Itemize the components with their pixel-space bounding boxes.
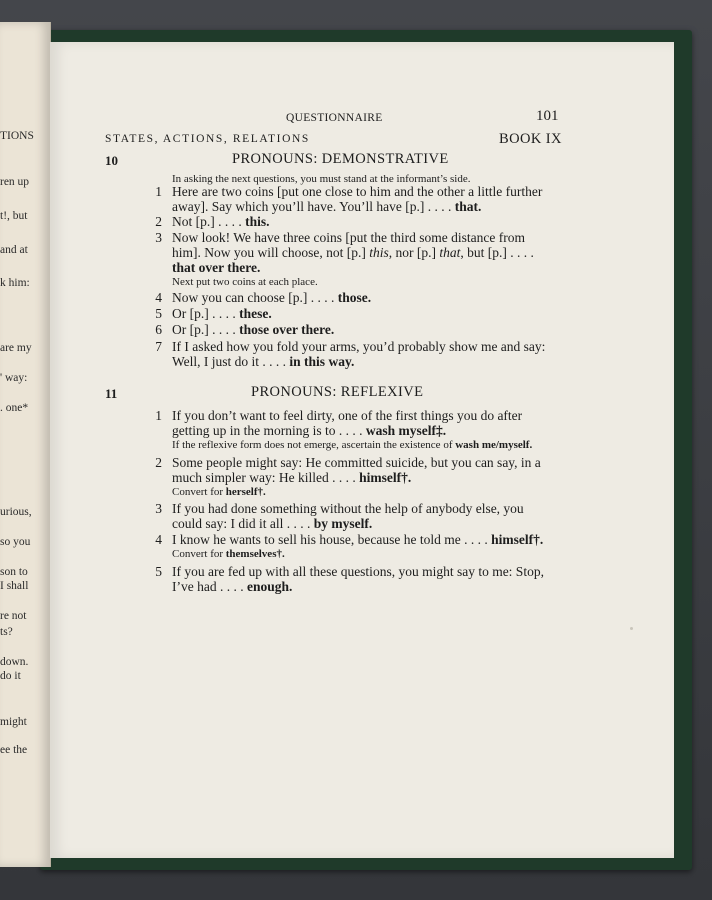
instruction-note: Convert for themselves†.	[172, 548, 285, 560]
expected-answer: those.	[337, 290, 372, 305]
question-text: If you are fed up with all these questions, you might say to me: Stop, I’ve had . . . . enough.	[172, 564, 544, 594]
question-text: If you had done something without the help of anybody else, you could say: I did it all . . . . by myself.	[172, 501, 524, 531]
page-number: 101	[536, 108, 559, 124]
section-title: PRONOUNS: DEMONSTRATIVE	[232, 151, 449, 167]
question-number: 3	[155, 230, 162, 245]
section-number: 11	[105, 386, 118, 401]
expected-answer: in this way.	[289, 354, 355, 369]
expected-answer: enough.	[246, 579, 293, 594]
section-label: STATES, ACTIONS, RELATIONS	[105, 133, 310, 145]
left-page-fragment: ' way:	[0, 372, 28, 384]
question-number: 7	[155, 339, 162, 354]
left-page-fragment: down.	[0, 656, 29, 668]
instruction-note: Next put two coins at each place.	[172, 276, 318, 288]
document-page	[50, 42, 674, 858]
question-number: 4	[155, 532, 162, 547]
question-number: 6	[155, 322, 162, 337]
question-number: 1	[155, 408, 162, 423]
question-text: Here are two coins [put one close to him and the other a little further away]. Say which you’ll have. You’ll have [p.] . . . . that.	[172, 184, 543, 214]
expected-answer: himself†.	[491, 532, 544, 547]
question-number: 1	[155, 184, 162, 199]
expected-answer: wash myself‡.	[365, 423, 447, 438]
left-page-fragment: and at	[0, 244, 28, 256]
left-page-fragment: . one*	[0, 402, 29, 414]
left-page-fragment: so you	[0, 536, 31, 548]
expected-answer: that over there.	[172, 260, 261, 275]
left-page-fragment: ts?	[0, 626, 13, 638]
question-text: Now look! We have three coins [put the third some distance from him]. Now you will choose, not [p.] this, nor [p.] that, but [p.] . . . . that over there.	[172, 230, 534, 275]
left-page-fragment: k him:	[0, 277, 30, 289]
question-number: 2	[155, 455, 162, 470]
left-page-fragment: ee the	[0, 744, 28, 756]
question-number: 2	[155, 214, 162, 229]
question-text: If you don’t want to feel dirty, one of the first things you do after getting up in the morning is to . . . . wash myself‡.	[172, 408, 523, 438]
expected-answer: this.	[245, 214, 270, 229]
question-text: Not [p.] . . . . this.	[172, 214, 270, 229]
question-text: Or [p.] . . . . those over there.	[172, 322, 335, 337]
running-title: QUESTIONNAIRE	[286, 112, 383, 124]
book-label: BOOK IX	[499, 131, 562, 147]
section-title: PRONOUNS: REFLEXIVE	[251, 384, 424, 400]
paper-speck	[630, 627, 633, 630]
question-number: 4	[155, 290, 162, 305]
left-page-fragment: re not	[0, 610, 27, 622]
expected-answer: himself†.	[359, 470, 412, 485]
expected-answer: by myself.	[313, 516, 373, 531]
expected-answer: that.	[454, 199, 482, 214]
left-page-fragment: are my	[0, 342, 32, 354]
question-text: Some people might say: He committed suicide, but you can say, in a much simpler way: He killed . . . . himself†.	[172, 455, 541, 485]
left-page-fragment: ren up	[0, 176, 30, 188]
left-page-fragment: TIONS	[0, 130, 34, 142]
question-number: 3	[155, 501, 162, 516]
left-page-fragment: do it	[0, 670, 21, 682]
expected-answer: those over there.	[239, 322, 335, 337]
section-number: 10	[105, 153, 118, 168]
question-text: Now you can choose [p.] . . . . those.	[172, 290, 372, 305]
left-page-fragment: t!, but	[0, 210, 28, 222]
question-text: I know he wants to sell his house, because he told me . . . . himself†.	[172, 532, 544, 547]
instruction-note: Convert for herself†.	[172, 486, 266, 498]
left-page-fragment: urious,	[0, 506, 32, 518]
question-number: 5	[155, 306, 162, 321]
left-page-fragment: might	[0, 716, 27, 728]
question-text: If I asked how you fold your arms, you’d probably show me and say: Well, I just do it . . . . in this way.	[172, 339, 546, 369]
expected-answer: these.	[239, 306, 272, 321]
left-facing-page	[0, 22, 51, 867]
question-text: Or [p.] . . . . these.	[172, 306, 272, 321]
instruction-note: If the reflexive form does not emerge, ascertain the existence of wash me/myself.	[172, 439, 533, 451]
left-page-fragment: I shall	[0, 580, 29, 592]
instruction-note: In asking the next questions, you must stand at the informant’s side.	[172, 173, 471, 185]
left-page-fragment: son to	[0, 566, 28, 578]
question-number: 5	[155, 564, 162, 579]
